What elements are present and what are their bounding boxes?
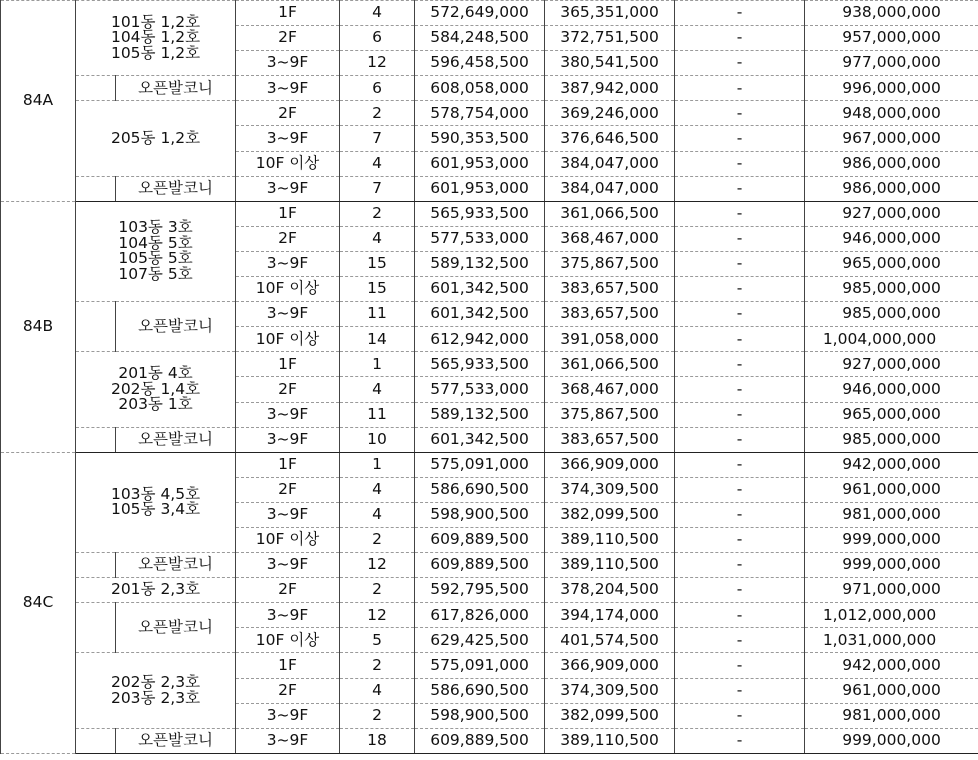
building-units-cell [76, 201, 236, 301]
total-price-cell: 965,000,000 [805, 402, 978, 427]
building-unit-line: 104동 1,2호 [110, 28, 201, 47]
vat-cell: - [675, 477, 805, 502]
land-price-cell: 609,889,500 [415, 728, 545, 753]
unit-type-cell: 84C [1, 452, 76, 753]
building-units-cell [76, 452, 236, 552]
indent-spacer [76, 76, 116, 101]
unit-count-cell: 15 [340, 251, 415, 276]
table-row [1, 427, 978, 452]
building-price-cell: 384,047,000 [545, 151, 675, 176]
vat-cell: - [675, 678, 805, 703]
land-price-cell: 589,132,500 [415, 402, 545, 427]
total-price-cell: 986,000,000 [805, 151, 978, 176]
total-price-cell: 981,000,000 [805, 703, 978, 728]
table-row [1, 553, 978, 578]
total-price-cell: 961,000,000 [805, 678, 978, 703]
total-price-cell: 981,000,000 [805, 502, 978, 527]
building-price-cell: 374,309,500 [545, 477, 675, 502]
unit-count-cell: 2 [340, 653, 415, 678]
building-price-cell: 389,110,500 [545, 553, 675, 578]
total-price-cell: 946,000,000 [805, 377, 978, 402]
total-price-cell: 999,000,000 [805, 553, 978, 578]
unit-count-cell: 10 [340, 427, 415, 452]
vat-cell: - [675, 402, 805, 427]
building-price-cell: 378,204,500 [545, 578, 675, 603]
building-price-cell: 368,467,000 [545, 377, 675, 402]
floor-cell: 1F [236, 201, 340, 226]
unit-count-cell: 5 [340, 628, 415, 653]
floor-cell: 10F 이상 [236, 277, 340, 302]
unit-count-cell: 1 [340, 452, 415, 477]
building-units-cell [76, 653, 236, 728]
land-price-cell: 601,342,500 [415, 277, 545, 302]
total-price-cell: 957,000,000 [805, 26, 978, 51]
building-price-cell: 387,942,000 [545, 76, 675, 101]
total-price-cell: 961,000,000 [805, 477, 978, 502]
table-row [1, 302, 978, 327]
building-unit-line: 203동 1호 [118, 395, 193, 414]
unit-count-cell: 6 [340, 26, 415, 51]
indent-spacer [76, 728, 116, 753]
land-price-cell: 629,425,500 [415, 628, 545, 653]
building-price-cell: 391,058,000 [545, 327, 675, 352]
land-price-cell: 612,942,000 [415, 327, 545, 352]
building-units-cell [76, 101, 236, 176]
land-price-cell: 577,533,000 [415, 226, 545, 251]
unit-count-cell: 7 [340, 126, 415, 151]
floor-cell: 3~9F [236, 502, 340, 527]
vat-cell: - [675, 452, 805, 477]
land-price-cell: 609,889,500 [415, 553, 545, 578]
vat-cell: - [675, 176, 805, 201]
floor-cell: 3~9F [236, 427, 340, 452]
building-price-cell: 383,657,500 [545, 277, 675, 302]
table-row [1, 728, 978, 753]
vat-cell: - [675, 1, 805, 26]
vat-cell: - [675, 377, 805, 402]
total-price-cell: 948,000,000 [805, 101, 978, 126]
unit-count-cell: 2 [340, 578, 415, 603]
building-unit-line: 202동 1,4호 [110, 379, 201, 398]
vat-cell: - [675, 126, 805, 151]
floor-cell: 10F 이상 [236, 151, 340, 176]
floor-cell: 1F [236, 1, 340, 26]
land-price-cell: 586,690,500 [415, 477, 545, 502]
total-price-cell: 996,000,000 [805, 76, 978, 101]
building-price-cell: 361,066,500 [545, 352, 675, 377]
vat-cell: - [675, 502, 805, 527]
vat-cell: - [675, 201, 805, 226]
vat-cell: - [675, 628, 805, 653]
building-units-cell [76, 1, 236, 76]
vat-cell: - [675, 703, 805, 728]
building-price-cell: 389,110,500 [545, 728, 675, 753]
building-price-cell: 374,309,500 [545, 678, 675, 703]
unit-count-cell: 4 [340, 226, 415, 251]
building-price-cell: 376,646,500 [545, 126, 675, 151]
open-balcony-label: 오픈발코니 [116, 728, 236, 753]
unit-count-cell: 7 [340, 176, 415, 201]
building-unit-line: 202동 2,3호 [110, 673, 201, 692]
total-price-cell: 985,000,000 [805, 302, 978, 327]
building-unit-line: 105동 3,4호 [110, 500, 201, 519]
unit-count-cell: 2 [340, 703, 415, 728]
vat-cell: - [675, 553, 805, 578]
land-price-cell: 575,091,000 [415, 452, 545, 477]
building-price-cell: 369,246,000 [545, 101, 675, 126]
table-row [1, 101, 978, 126]
total-price-cell: 927,000,000 [805, 201, 978, 226]
building-price-cell: 383,657,500 [545, 427, 675, 452]
building-price-cell: 389,110,500 [545, 527, 675, 552]
vat-cell: - [675, 226, 805, 251]
open-balcony-label: 오픈발코니 [116, 553, 236, 578]
land-price-cell: 584,248,500 [415, 26, 545, 51]
floor-cell: 3~9F [236, 126, 340, 151]
table-row [1, 352, 978, 377]
indent-spacer [76, 553, 116, 578]
land-price-cell: 565,933,500 [415, 201, 545, 226]
total-price-cell: 999,000,000 [805, 527, 978, 552]
vat-cell: - [675, 51, 805, 76]
building-unit-line: 104동 5호 [118, 233, 193, 252]
floor-cell: 3~9F [236, 176, 340, 201]
floor-cell: 10F 이상 [236, 327, 340, 352]
floor-cell: 1F [236, 653, 340, 678]
total-price-cell: 971,000,000 [805, 578, 978, 603]
unit-type-cell: 84B [1, 201, 76, 452]
building-price-cell: 375,867,500 [545, 402, 675, 427]
land-price-cell: 589,132,500 [415, 251, 545, 276]
building-units-cell [76, 352, 236, 427]
vat-cell: - [675, 352, 805, 377]
land-price-cell: 596,458,500 [415, 51, 545, 76]
table-row [1, 653, 978, 678]
land-price-cell: 586,690,500 [415, 678, 545, 703]
table-row [1, 578, 978, 603]
floor-cell: 3~9F [236, 251, 340, 276]
floor-cell: 3~9F [236, 728, 340, 753]
building-price-cell: 394,174,000 [545, 603, 675, 628]
unit-count-cell: 4 [340, 477, 415, 502]
total-price-cell: 967,000,000 [805, 126, 978, 151]
floor-cell: 2F [236, 226, 340, 251]
vat-cell: - [675, 578, 805, 603]
building-unit-line: 205동 1,2호 [110, 128, 201, 147]
vat-cell: - [675, 302, 805, 327]
building-price-cell: 368,467,000 [545, 226, 675, 251]
total-price-cell: 985,000,000 [805, 277, 978, 302]
land-price-cell: 572,649,000 [415, 1, 545, 26]
building-unit-line: 105동 1,2호 [110, 43, 201, 62]
vat-cell: - [675, 76, 805, 101]
unit-count-cell: 15 [340, 277, 415, 302]
unit-count-cell: 4 [340, 678, 415, 703]
table-body [1, 1, 978, 754]
unit-count-cell: 12 [340, 603, 415, 628]
land-price-cell: 609,889,500 [415, 527, 545, 552]
building-price-cell: 366,909,000 [545, 452, 675, 477]
total-price-cell: 938,000,000 [805, 1, 978, 26]
unit-count-cell: 4 [340, 502, 415, 527]
vat-cell: - [675, 603, 805, 628]
unit-count-cell: 2 [340, 201, 415, 226]
building-unit-line: 203동 2,3호 [110, 688, 201, 707]
indent-spacer [76, 302, 116, 352]
indent-spacer [76, 603, 116, 653]
total-price-cell: 965,000,000 [805, 251, 978, 276]
land-price-cell: 601,953,000 [415, 151, 545, 176]
total-price-cell: 999,000,000 [805, 728, 978, 753]
total-price-cell: 942,000,000 [805, 653, 978, 678]
total-price-cell: 946,000,000 [805, 226, 978, 251]
building-price-cell: 365,351,000 [545, 1, 675, 26]
land-price-cell: 617,826,000 [415, 603, 545, 628]
land-price-cell: 601,342,500 [415, 302, 545, 327]
building-unit-line: 103동 3호 [118, 218, 193, 237]
vat-cell: - [675, 728, 805, 753]
floor-cell: 2F [236, 477, 340, 502]
table-row [1, 176, 978, 201]
land-price-cell: 592,795,500 [415, 578, 545, 603]
floor-cell: 1F [236, 352, 340, 377]
building-price-cell: 383,657,500 [545, 302, 675, 327]
floor-cell: 2F [236, 678, 340, 703]
floor-cell: 3~9F [236, 603, 340, 628]
vat-cell: - [675, 277, 805, 302]
table-row [1, 603, 978, 628]
unit-count-cell: 12 [340, 51, 415, 76]
floor-cell: 1F [236, 452, 340, 477]
unit-count-cell: 4 [340, 151, 415, 176]
vat-cell: - [675, 251, 805, 276]
floor-cell: 2F [236, 578, 340, 603]
vat-cell: - [675, 527, 805, 552]
floor-cell: 10F 이상 [236, 628, 340, 653]
indent-spacer [76, 427, 116, 452]
land-price-cell: 601,953,000 [415, 176, 545, 201]
building-unit-line: 201동 2,3호 [110, 580, 201, 599]
floor-cell: 3~9F [236, 402, 340, 427]
total-price-cell: 1,004,000,000 [805, 327, 978, 352]
building-price-cell: 366,909,000 [545, 653, 675, 678]
unit-count-cell: 18 [340, 728, 415, 753]
vat-cell: - [675, 26, 805, 51]
unit-type-cell: 84A [1, 1, 76, 202]
unit-count-cell: 11 [340, 402, 415, 427]
land-price-cell: 565,933,500 [415, 352, 545, 377]
table-row [1, 76, 978, 101]
unit-count-cell: 11 [340, 302, 415, 327]
unit-count-cell: 12 [340, 553, 415, 578]
vat-cell: - [675, 427, 805, 452]
building-price-cell: 361,066,500 [545, 201, 675, 226]
building-price-cell: 401,574,500 [545, 628, 675, 653]
vat-cell: - [675, 101, 805, 126]
unit-count-cell: 4 [340, 1, 415, 26]
land-price-cell: 577,533,000 [415, 377, 545, 402]
floor-cell: 2F [236, 101, 340, 126]
building-unit-line: 201동 4호 [118, 364, 193, 383]
building-price-cell: 382,099,500 [545, 502, 675, 527]
indent-spacer [76, 176, 116, 201]
building-price-cell: 380,541,500 [545, 51, 675, 76]
vat-cell: - [675, 327, 805, 352]
unit-count-cell: 6 [340, 76, 415, 101]
floor-cell: 3~9F [236, 51, 340, 76]
floor-cell: 3~9F [236, 76, 340, 101]
unit-count-cell: 14 [340, 327, 415, 352]
land-price-cell: 590,353,500 [415, 126, 545, 151]
building-unit-line: 107동 5호 [118, 264, 193, 283]
floor-cell: 3~9F [236, 553, 340, 578]
land-price-cell: 608,058,000 [415, 76, 545, 101]
building-unit-line: 101동 1,2호 [110, 12, 201, 31]
open-balcony-label: 오픈발코니 [116, 76, 236, 101]
open-balcony-label: 오픈발코니 [116, 603, 236, 653]
total-price-cell: 1,031,000,000 [805, 628, 978, 653]
unit-count-cell: 2 [340, 527, 415, 552]
vat-cell: - [675, 653, 805, 678]
total-price-cell: 986,000,000 [805, 176, 978, 201]
land-price-cell: 598,900,500 [415, 502, 545, 527]
floor-cell: 3~9F [236, 302, 340, 327]
land-price-cell: 575,091,000 [415, 653, 545, 678]
unit-count-cell: 4 [340, 377, 415, 402]
total-price-cell: 942,000,000 [805, 452, 978, 477]
building-price-cell: 384,047,000 [545, 176, 675, 201]
building-unit-line: 105동 5호 [118, 249, 193, 268]
total-price-cell: 1,012,000,000 [805, 603, 978, 628]
unit-count-cell: 2 [340, 101, 415, 126]
building-price-cell: 375,867,500 [545, 251, 675, 276]
building-price-cell: 382,099,500 [545, 703, 675, 728]
building-price-cell: 372,751,500 [545, 26, 675, 51]
table-row [1, 201, 978, 226]
floor-cell: 2F [236, 377, 340, 402]
floor-cell: 2F [236, 26, 340, 51]
open-balcony-label: 오픈발코니 [116, 176, 236, 201]
open-balcony-label: 오픈발코니 [116, 302, 236, 352]
open-balcony-label: 오픈발코니 [116, 427, 236, 452]
land-price-cell: 598,900,500 [415, 703, 545, 728]
unit-count-cell: 1 [340, 352, 415, 377]
building-units-cell [76, 578, 236, 603]
floor-cell: 3~9F [236, 703, 340, 728]
total-price-cell: 985,000,000 [805, 427, 978, 452]
land-price-cell: 601,342,500 [415, 427, 545, 452]
land-price-cell: 578,754,000 [415, 101, 545, 126]
table-row [1, 1, 978, 26]
total-price-cell: 977,000,000 [805, 51, 978, 76]
table-row [1, 452, 978, 477]
total-price-cell: 927,000,000 [805, 352, 978, 377]
vat-cell: - [675, 151, 805, 176]
building-unit-line: 103동 4,5호 [110, 484, 201, 503]
floor-cell: 10F 이상 [236, 527, 340, 552]
